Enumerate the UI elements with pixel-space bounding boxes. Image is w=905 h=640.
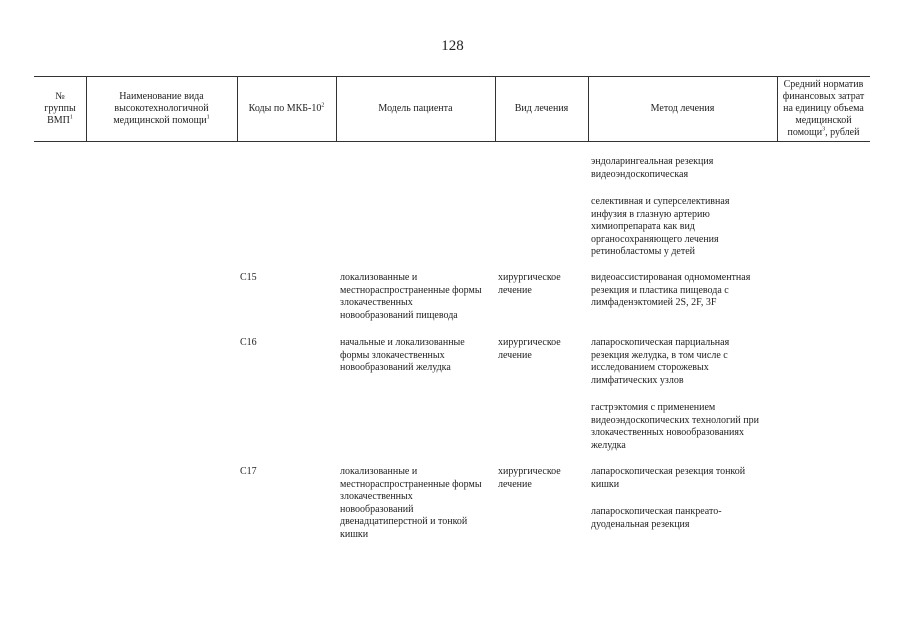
patient-model-text: начальные и локализованные формы злокачественных новообразований желудка — [340, 337, 465, 373]
header-treatment-type: Вид лечения — [514, 102, 569, 114]
patient-model-text: локализованные и местнораспространенные формы злокачественных новообразований пищевода — [340, 272, 482, 321]
header-group-no: № группы ВМП$^1$ — [44, 90, 76, 126]
icd-code: C15 — [240, 272, 257, 283]
header-patient-model: Модель пациента — [378, 102, 453, 114]
method-text: лапароскопическая резекция тонкой кишки — [591, 466, 746, 490]
method-text: эндоларингеальная резекция видеоэндоскопическая — [591, 156, 714, 180]
treatment-type-text: хирургическое лечение — [498, 272, 561, 296]
method-text: гастрэктомия с применением видеоэндоскопических технологий при злокачественных новообразованиях желудка — [591, 402, 759, 451]
method-text: селективная и суперселективная инфузия в глазную артерию химиопрепарата как вид органосохраняющего лечения ретинобластомы у детей — [591, 196, 730, 257]
icd-code: C17 — [240, 466, 257, 477]
header-bottom-border — [34, 141, 870, 142]
method-text: лапароскопическая панкреато- дуоденальная резекция — [591, 506, 722, 530]
header-care-type: Наименование вида высокотехнологичной медицинской помощи$^1$ — [113, 90, 210, 126]
header-cost-standard: Средний норматив финансовых затрат на единицу объема медицинской помощи$^3$, рублей — [782, 78, 865, 138]
treatment-type-text: хирургическое лечение — [498, 337, 561, 361]
header-icd-codes: Коды по МКБ-$10^2$ — [248, 102, 325, 114]
page-number: 128 — [441, 38, 464, 54]
treatment-type-text: хирургическое лечение — [498, 466, 561, 490]
header-method: Метод лечения — [650, 102, 715, 114]
method-text: видеоассистированая одномоментная резекция и пластика пищевода с лимфаденэктомией 2S, 2F, 3F — [591, 272, 751, 308]
icd-code: C16 — [240, 337, 257, 348]
patient-model-text: локализованные и местнораспространенные формы злокачественных новообразований двенадцатиперстной и тонкой кишки — [340, 466, 482, 540]
method-text: лапароскопическая парциальная резекция желудка, в том числе с исследованием сторожевых лимфатических узлов — [591, 337, 730, 386]
